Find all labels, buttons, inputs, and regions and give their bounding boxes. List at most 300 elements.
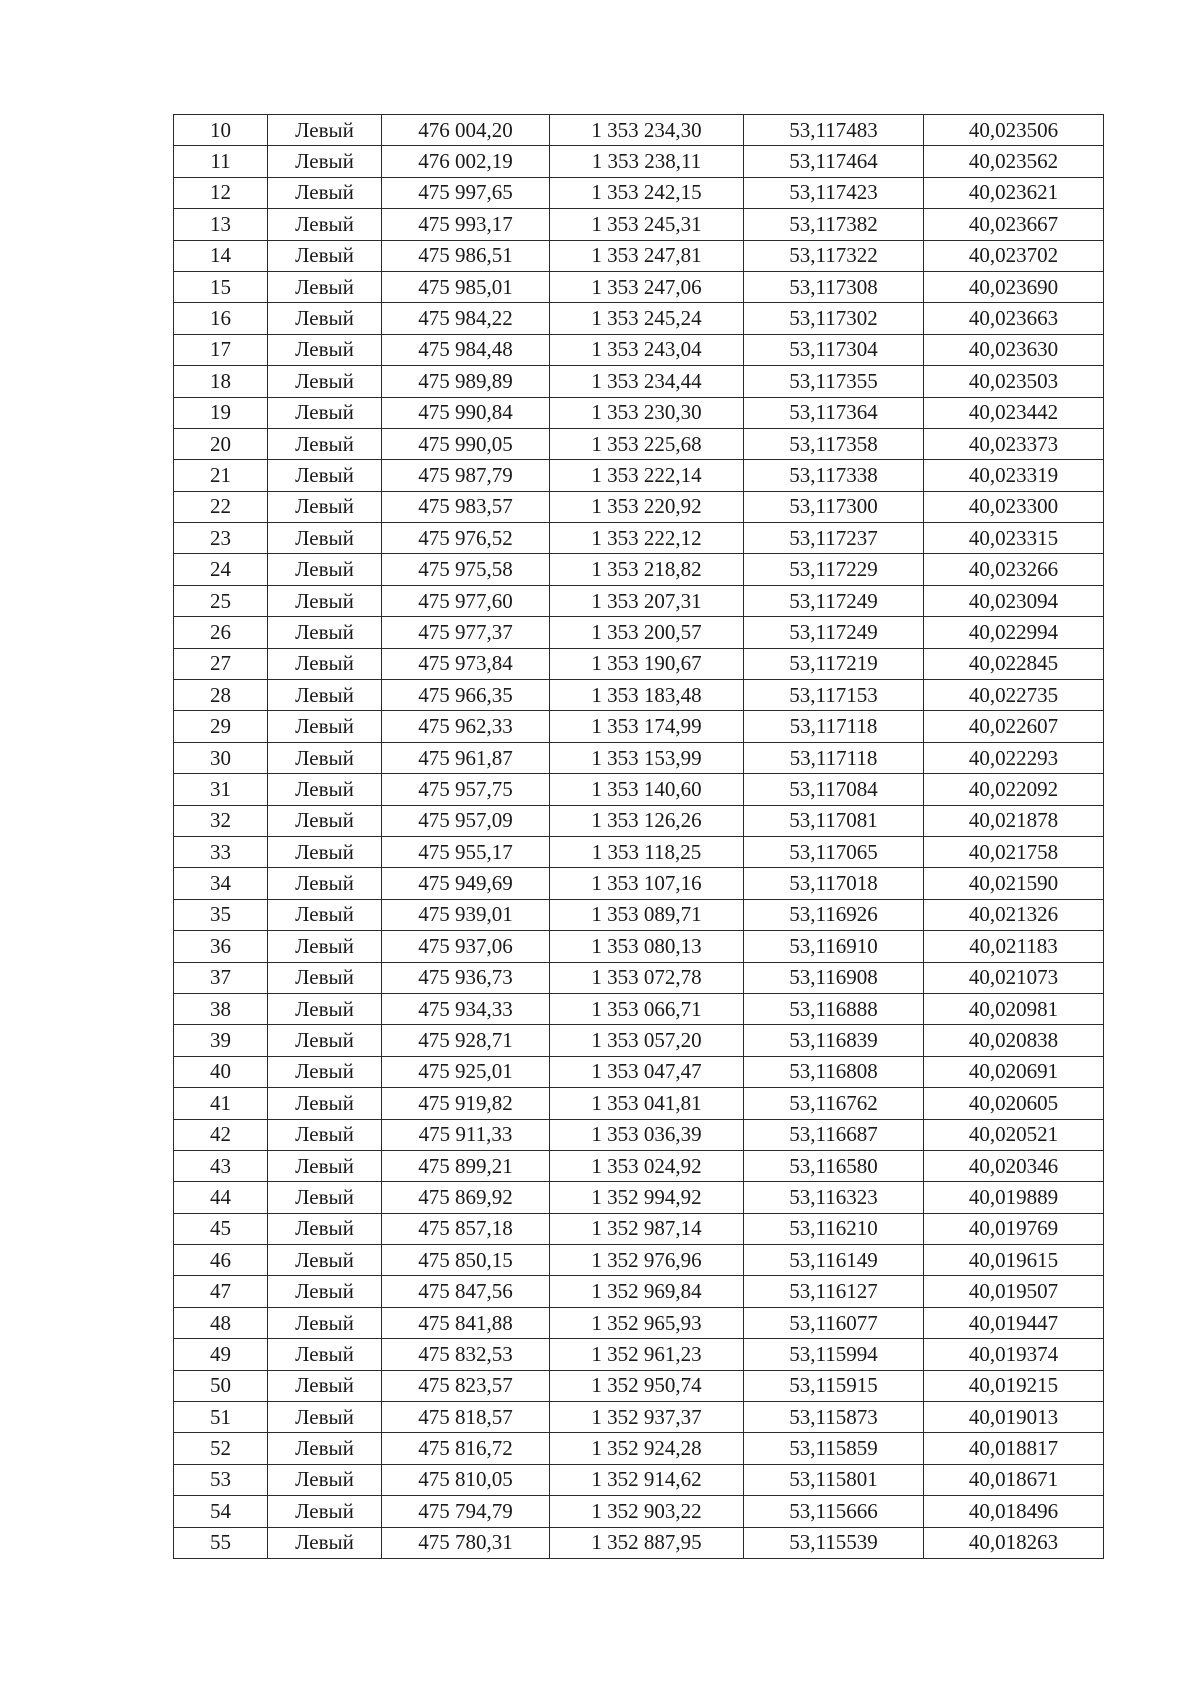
longitude-cell: 40,020981 — [924, 993, 1104, 1024]
latitude-cell: 53,117302 — [744, 303, 924, 334]
longitude-cell: 40,019615 — [924, 1245, 1104, 1276]
longitude-cell: 40,023690 — [924, 271, 1104, 302]
side-cell: Левый — [268, 868, 382, 899]
x-coordinate-cell: 476 004,20 — [382, 115, 550, 146]
x-coordinate-cell: 475 949,69 — [382, 868, 550, 899]
x-coordinate-cell: 475 841,88 — [382, 1307, 550, 1338]
point-number-cell: 50 — [174, 1370, 268, 1401]
x-coordinate-cell: 475 957,09 — [382, 805, 550, 836]
y-coordinate-cell: 1 353 024,92 — [550, 1150, 744, 1181]
point-number-cell: 27 — [174, 648, 268, 679]
longitude-cell: 40,023503 — [924, 366, 1104, 397]
latitude-cell: 53,117358 — [744, 428, 924, 459]
point-number-cell: 42 — [174, 1119, 268, 1150]
y-coordinate-cell: 1 353 080,13 — [550, 931, 744, 962]
latitude-cell: 53,116580 — [744, 1150, 924, 1181]
x-coordinate-cell: 475 832,53 — [382, 1339, 550, 1370]
side-cell: Левый — [268, 836, 382, 867]
side-cell: Левый — [268, 1496, 382, 1527]
x-coordinate-cell: 475 989,89 — [382, 366, 550, 397]
x-coordinate-cell: 475 976,52 — [382, 523, 550, 554]
latitude-cell: 53,117355 — [744, 366, 924, 397]
y-coordinate-cell: 1 353 174,99 — [550, 711, 744, 742]
longitude-cell: 40,022735 — [924, 680, 1104, 711]
table-row — [174, 617, 1104, 648]
longitude-cell: 40,019374 — [924, 1339, 1104, 1370]
latitude-cell: 53,117229 — [744, 554, 924, 585]
longitude-cell: 40,023667 — [924, 209, 1104, 240]
side-cell: Левый — [268, 617, 382, 648]
point-number-cell: 19 — [174, 397, 268, 428]
y-coordinate-cell: 1 353 140,60 — [550, 774, 744, 805]
y-coordinate-cell: 1 352 950,74 — [550, 1370, 744, 1401]
side-cell: Левый — [268, 177, 382, 208]
latitude-cell: 53,116808 — [744, 1056, 924, 1087]
y-coordinate-cell: 1 353 245,24 — [550, 303, 744, 334]
x-coordinate-cell: 475 984,48 — [382, 334, 550, 365]
side-cell: Левый — [268, 271, 382, 302]
longitude-cell: 40,022607 — [924, 711, 1104, 742]
table-row — [174, 774, 1104, 805]
latitude-cell: 53,115539 — [744, 1527, 924, 1558]
table-row — [174, 1307, 1104, 1338]
point-number-cell: 47 — [174, 1276, 268, 1307]
y-coordinate-cell: 1 353 089,71 — [550, 899, 744, 930]
point-number-cell: 29 — [174, 711, 268, 742]
longitude-cell: 40,023315 — [924, 523, 1104, 554]
point-number-cell: 33 — [174, 836, 268, 867]
point-number-cell: 15 — [174, 271, 268, 302]
table-row — [174, 1245, 1104, 1276]
point-number-cell: 24 — [174, 554, 268, 585]
side-cell: Левый — [268, 1025, 382, 1056]
y-coordinate-cell: 1 353 066,71 — [550, 993, 744, 1024]
side-cell: Левый — [268, 1150, 382, 1181]
table-row — [174, 962, 1104, 993]
latitude-cell: 53,116762 — [744, 1088, 924, 1119]
point-number-cell: 34 — [174, 868, 268, 899]
y-coordinate-cell: 1 352 994,92 — [550, 1182, 744, 1213]
side-cell: Левый — [268, 240, 382, 271]
latitude-cell: 53,115801 — [744, 1464, 924, 1495]
side-cell: Левый — [268, 1370, 382, 1401]
latitude-cell: 53,117118 — [744, 742, 924, 773]
y-coordinate-cell: 1 353 238,11 — [550, 146, 744, 177]
y-coordinate-cell: 1 353 222,12 — [550, 523, 744, 554]
longitude-cell: 40,020691 — [924, 1056, 1104, 1087]
latitude-cell: 53,116687 — [744, 1119, 924, 1150]
x-coordinate-cell: 475 911,33 — [382, 1119, 550, 1150]
point-number-cell: 23 — [174, 523, 268, 554]
side-cell: Левый — [268, 648, 382, 679]
x-coordinate-cell: 475 857,18 — [382, 1213, 550, 1244]
x-coordinate-cell: 475 869,92 — [382, 1182, 550, 1213]
table-row — [174, 1088, 1104, 1119]
y-coordinate-cell: 1 353 247,81 — [550, 240, 744, 271]
y-coordinate-cell: 1 352 914,62 — [550, 1464, 744, 1495]
table-row — [174, 554, 1104, 585]
side-cell: Левый — [268, 1527, 382, 1558]
longitude-cell: 40,023266 — [924, 554, 1104, 585]
point-number-cell: 20 — [174, 428, 268, 459]
longitude-cell: 40,023702 — [924, 240, 1104, 271]
side-cell: Левый — [268, 680, 382, 711]
table-row — [174, 1339, 1104, 1370]
table-row — [174, 209, 1104, 240]
table-row — [174, 648, 1104, 679]
table-row — [174, 177, 1104, 208]
latitude-cell: 53,117338 — [744, 460, 924, 491]
latitude-cell: 53,117081 — [744, 805, 924, 836]
point-number-cell: 39 — [174, 1025, 268, 1056]
y-coordinate-cell: 1 353 230,30 — [550, 397, 744, 428]
point-number-cell: 21 — [174, 460, 268, 491]
point-number-cell: 35 — [174, 899, 268, 930]
side-cell: Левый — [268, 742, 382, 773]
point-number-cell: 41 — [174, 1088, 268, 1119]
table-row — [174, 240, 1104, 271]
table-row — [174, 146, 1104, 177]
table-row — [174, 1433, 1104, 1464]
table-row — [174, 1056, 1104, 1087]
table-row — [174, 1527, 1104, 1558]
latitude-cell: 53,117364 — [744, 397, 924, 428]
x-coordinate-cell: 475 975,58 — [382, 554, 550, 585]
x-coordinate-cell: 475 977,60 — [382, 585, 550, 616]
longitude-cell: 40,022293 — [924, 742, 1104, 773]
longitude-cell: 40,021073 — [924, 962, 1104, 993]
table-row — [174, 1464, 1104, 1495]
x-coordinate-cell: 475 990,05 — [382, 428, 550, 459]
y-coordinate-cell: 1 353 190,67 — [550, 648, 744, 679]
point-number-cell: 54 — [174, 1496, 268, 1527]
table-row — [174, 491, 1104, 522]
side-cell: Левый — [268, 1307, 382, 1338]
y-coordinate-cell: 1 352 987,14 — [550, 1213, 744, 1244]
y-coordinate-cell: 1 353 242,15 — [550, 177, 744, 208]
longitude-cell: 40,023442 — [924, 397, 1104, 428]
y-coordinate-cell: 1 352 976,96 — [550, 1245, 744, 1276]
point-number-cell: 26 — [174, 617, 268, 648]
side-cell: Левый — [268, 585, 382, 616]
point-number-cell: 25 — [174, 585, 268, 616]
table-row — [174, 366, 1104, 397]
point-number-cell: 11 — [174, 146, 268, 177]
x-coordinate-cell: 475 987,79 — [382, 460, 550, 491]
longitude-cell: 40,023663 — [924, 303, 1104, 334]
latitude-cell: 53,116910 — [744, 931, 924, 962]
x-coordinate-cell: 475 985,01 — [382, 271, 550, 302]
point-number-cell: 49 — [174, 1339, 268, 1370]
side-cell: Левый — [268, 1402, 382, 1433]
side-cell: Левый — [268, 1056, 382, 1087]
side-cell: Левый — [268, 1245, 382, 1276]
longitude-cell: 40,023094 — [924, 585, 1104, 616]
latitude-cell: 53,116149 — [744, 1245, 924, 1276]
side-cell: Левый — [268, 209, 382, 240]
table-row — [174, 836, 1104, 867]
longitude-cell: 40,018671 — [924, 1464, 1104, 1495]
side-cell: Левый — [268, 931, 382, 962]
point-number-cell: 44 — [174, 1182, 268, 1213]
x-coordinate-cell: 475 925,01 — [382, 1056, 550, 1087]
longitude-cell: 40,019507 — [924, 1276, 1104, 1307]
side-cell: Левый — [268, 554, 382, 585]
y-coordinate-cell: 1 353 107,16 — [550, 868, 744, 899]
x-coordinate-cell: 475 934,33 — [382, 993, 550, 1024]
point-number-cell: 51 — [174, 1402, 268, 1433]
y-coordinate-cell: 1 353 234,30 — [550, 115, 744, 146]
side-cell: Левый — [268, 993, 382, 1024]
point-number-cell: 43 — [174, 1150, 268, 1181]
latitude-cell: 53,117249 — [744, 585, 924, 616]
longitude-cell: 40,023630 — [924, 334, 1104, 365]
coordinates-table — [173, 114, 1104, 1559]
x-coordinate-cell: 475 977,37 — [382, 617, 550, 648]
x-coordinate-cell: 475 986,51 — [382, 240, 550, 271]
table-row — [174, 1402, 1104, 1433]
x-coordinate-cell: 475 899,21 — [382, 1150, 550, 1181]
side-cell: Левый — [268, 805, 382, 836]
y-coordinate-cell: 1 353 072,78 — [550, 962, 744, 993]
table-row — [174, 523, 1104, 554]
x-coordinate-cell: 475 997,65 — [382, 177, 550, 208]
table-row — [174, 805, 1104, 836]
x-coordinate-cell: 475 936,73 — [382, 962, 550, 993]
side-cell: Левый — [268, 1119, 382, 1150]
longitude-cell: 40,021326 — [924, 899, 1104, 930]
coordinates-table-body — [174, 115, 1104, 1559]
y-coordinate-cell: 1 353 220,92 — [550, 491, 744, 522]
point-number-cell: 13 — [174, 209, 268, 240]
latitude-cell: 53,117219 — [744, 648, 924, 679]
table-row — [174, 1496, 1104, 1527]
table-row — [174, 711, 1104, 742]
longitude-cell: 40,021758 — [924, 836, 1104, 867]
latitude-cell: 53,117018 — [744, 868, 924, 899]
latitude-cell: 53,116888 — [744, 993, 924, 1024]
table-row — [174, 931, 1104, 962]
y-coordinate-cell: 1 353 183,48 — [550, 680, 744, 711]
longitude-cell: 40,019769 — [924, 1213, 1104, 1244]
longitude-cell: 40,018817 — [924, 1433, 1104, 1464]
latitude-cell: 53,117308 — [744, 271, 924, 302]
point-number-cell: 53 — [174, 1464, 268, 1495]
side-cell: Левый — [268, 1088, 382, 1119]
point-number-cell: 14 — [174, 240, 268, 271]
y-coordinate-cell: 1 353 118,25 — [550, 836, 744, 867]
x-coordinate-cell: 475 990,84 — [382, 397, 550, 428]
longitude-cell: 40,020838 — [924, 1025, 1104, 1056]
x-coordinate-cell: 475 847,56 — [382, 1276, 550, 1307]
x-coordinate-cell: 475 919,82 — [382, 1088, 550, 1119]
longitude-cell: 40,023319 — [924, 460, 1104, 491]
point-number-cell: 37 — [174, 962, 268, 993]
x-coordinate-cell: 475 955,17 — [382, 836, 550, 867]
y-coordinate-cell: 1 353 047,47 — [550, 1056, 744, 1087]
side-cell: Левый — [268, 146, 382, 177]
point-number-cell: 36 — [174, 931, 268, 962]
side-cell: Левый — [268, 1182, 382, 1213]
latitude-cell: 53,117304 — [744, 334, 924, 365]
table-row — [174, 742, 1104, 773]
x-coordinate-cell: 475 810,05 — [382, 1464, 550, 1495]
side-cell: Левый — [268, 523, 382, 554]
y-coordinate-cell: 1 353 057,20 — [550, 1025, 744, 1056]
y-coordinate-cell: 1 352 961,23 — [550, 1339, 744, 1370]
point-number-cell: 22 — [174, 491, 268, 522]
longitude-cell: 40,018263 — [924, 1527, 1104, 1558]
table-row — [174, 868, 1104, 899]
point-number-cell: 46 — [174, 1245, 268, 1276]
longitude-cell: 40,019447 — [924, 1307, 1104, 1338]
side-cell: Левый — [268, 428, 382, 459]
point-number-cell: 31 — [174, 774, 268, 805]
x-coordinate-cell: 475 823,57 — [382, 1370, 550, 1401]
longitude-cell: 40,023506 — [924, 115, 1104, 146]
longitude-cell: 40,019013 — [924, 1402, 1104, 1433]
table-row — [174, 334, 1104, 365]
table-row — [174, 428, 1104, 459]
longitude-cell: 40,023300 — [924, 491, 1104, 522]
table-row — [174, 899, 1104, 930]
side-cell: Левый — [268, 115, 382, 146]
point-number-cell: 10 — [174, 115, 268, 146]
longitude-cell: 40,023373 — [924, 428, 1104, 459]
longitude-cell: 40,019889 — [924, 1182, 1104, 1213]
point-number-cell: 12 — [174, 177, 268, 208]
point-number-cell: 18 — [174, 366, 268, 397]
point-number-cell: 45 — [174, 1213, 268, 1244]
table-row — [174, 1025, 1104, 1056]
latitude-cell: 53,117065 — [744, 836, 924, 867]
latitude-cell: 53,117322 — [744, 240, 924, 271]
x-coordinate-cell: 475 983,57 — [382, 491, 550, 522]
x-coordinate-cell: 475 780,31 — [382, 1527, 550, 1558]
table-row — [174, 1150, 1104, 1181]
y-coordinate-cell: 1 353 153,99 — [550, 742, 744, 773]
longitude-cell: 40,020521 — [924, 1119, 1104, 1150]
latitude-cell: 53,117483 — [744, 115, 924, 146]
latitude-cell: 53,116127 — [744, 1276, 924, 1307]
side-cell: Левый — [268, 899, 382, 930]
longitude-cell: 40,023621 — [924, 177, 1104, 208]
latitude-cell: 53,117084 — [744, 774, 924, 805]
longitude-cell: 40,022994 — [924, 617, 1104, 648]
y-coordinate-cell: 1 353 234,44 — [550, 366, 744, 397]
y-coordinate-cell: 1 353 247,06 — [550, 271, 744, 302]
x-coordinate-cell: 475 966,35 — [382, 680, 550, 711]
longitude-cell: 40,020605 — [924, 1088, 1104, 1119]
x-coordinate-cell: 476 002,19 — [382, 146, 550, 177]
latitude-cell: 53,117153 — [744, 680, 924, 711]
table-row — [174, 1276, 1104, 1307]
latitude-cell: 53,116839 — [744, 1025, 924, 1056]
y-coordinate-cell: 1 353 207,31 — [550, 585, 744, 616]
longitude-cell: 40,022092 — [924, 774, 1104, 805]
y-coordinate-cell: 1 353 225,68 — [550, 428, 744, 459]
latitude-cell: 53,116323 — [744, 1182, 924, 1213]
point-number-cell: 28 — [174, 680, 268, 711]
side-cell: Левый — [268, 774, 382, 805]
point-number-cell: 16 — [174, 303, 268, 334]
table-row — [174, 271, 1104, 302]
x-coordinate-cell: 475 957,75 — [382, 774, 550, 805]
latitude-cell: 53,115666 — [744, 1496, 924, 1527]
y-coordinate-cell: 1 353 200,57 — [550, 617, 744, 648]
point-number-cell: 32 — [174, 805, 268, 836]
x-coordinate-cell: 475 973,84 — [382, 648, 550, 679]
y-coordinate-cell: 1 352 969,84 — [550, 1276, 744, 1307]
point-number-cell: 48 — [174, 1307, 268, 1338]
point-number-cell: 17 — [174, 334, 268, 365]
side-cell: Левый — [268, 491, 382, 522]
side-cell: Левый — [268, 1464, 382, 1495]
side-cell: Левый — [268, 397, 382, 428]
x-coordinate-cell: 475 937,06 — [382, 931, 550, 962]
latitude-cell: 53,117464 — [744, 146, 924, 177]
y-coordinate-cell: 1 353 218,82 — [550, 554, 744, 585]
side-cell: Левый — [268, 962, 382, 993]
table-row — [174, 397, 1104, 428]
latitude-cell: 53,115915 — [744, 1370, 924, 1401]
point-number-cell: 55 — [174, 1527, 268, 1558]
y-coordinate-cell: 1 353 036,39 — [550, 1119, 744, 1150]
latitude-cell: 53,117423 — [744, 177, 924, 208]
side-cell: Левый — [268, 1213, 382, 1244]
side-cell: Левый — [268, 1276, 382, 1307]
side-cell: Левый — [268, 334, 382, 365]
latitude-cell: 53,117237 — [744, 523, 924, 554]
latitude-cell: 53,117249 — [744, 617, 924, 648]
longitude-cell: 40,018496 — [924, 1496, 1104, 1527]
latitude-cell: 53,116077 — [744, 1307, 924, 1338]
x-coordinate-cell: 475 928,71 — [382, 1025, 550, 1056]
longitude-cell: 40,021878 — [924, 805, 1104, 836]
latitude-cell: 53,115859 — [744, 1433, 924, 1464]
longitude-cell: 40,020346 — [924, 1150, 1104, 1181]
point-number-cell: 38 — [174, 993, 268, 1024]
latitude-cell: 53,116908 — [744, 962, 924, 993]
side-cell: Левый — [268, 711, 382, 742]
latitude-cell: 53,116926 — [744, 899, 924, 930]
side-cell: Левый — [268, 366, 382, 397]
y-coordinate-cell: 1 352 937,37 — [550, 1402, 744, 1433]
table-row — [174, 993, 1104, 1024]
x-coordinate-cell: 475 984,22 — [382, 303, 550, 334]
longitude-cell: 40,022845 — [924, 648, 1104, 679]
side-cell: Левый — [268, 460, 382, 491]
latitude-cell: 53,116210 — [744, 1213, 924, 1244]
table-row — [174, 460, 1104, 491]
longitude-cell: 40,019215 — [924, 1370, 1104, 1401]
longitude-cell: 40,023562 — [924, 146, 1104, 177]
y-coordinate-cell: 1 353 126,26 — [550, 805, 744, 836]
side-cell: Левый — [268, 1339, 382, 1370]
y-coordinate-cell: 1 353 222,14 — [550, 460, 744, 491]
longitude-cell: 40,021590 — [924, 868, 1104, 899]
table-row — [174, 1213, 1104, 1244]
y-coordinate-cell: 1 352 924,28 — [550, 1433, 744, 1464]
latitude-cell: 53,117300 — [744, 491, 924, 522]
y-coordinate-cell: 1 353 245,31 — [550, 209, 744, 240]
x-coordinate-cell: 475 816,72 — [382, 1433, 550, 1464]
y-coordinate-cell: 1 353 243,04 — [550, 334, 744, 365]
longitude-cell: 40,021183 — [924, 931, 1104, 962]
point-number-cell: 40 — [174, 1056, 268, 1087]
table-row — [174, 303, 1104, 334]
x-coordinate-cell: 475 818,57 — [382, 1402, 550, 1433]
